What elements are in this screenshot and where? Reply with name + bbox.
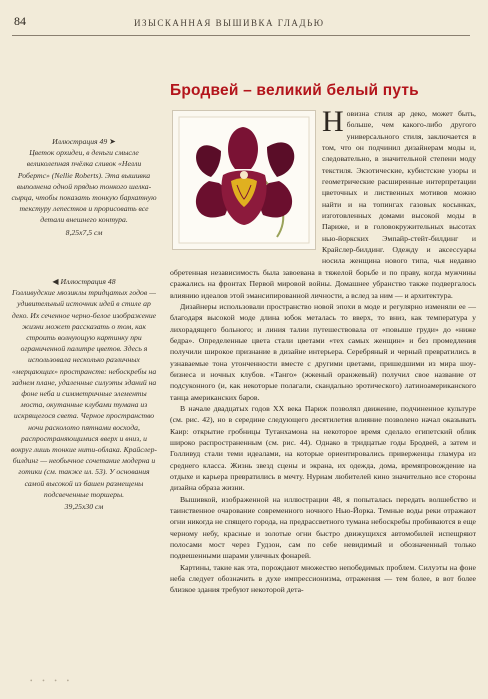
- page-number: 84: [14, 14, 26, 28]
- caption-48-label-line: [10, 276, 158, 287]
- paragraph-4: Вышивкой, изображенной на иллюстрации 48, я попыталась передать волшебство и таинственное очарование современного ночного Нью-Йорка. Темные воды реки отражают огни никогда не спящего города, на предрассветного тумана небоскребы пробиваются в еще черному небу, красные и золотые огни быстро движущихся автомобилей испещряют полосами мост через Гудзон, сам по себе невидимый и обозначенный только подвешенными шарами уличных фонарей.: [170, 494, 476, 561]
- caption-48-label: Иллюстрация 48: [60, 277, 116, 286]
- running-title: ИЗЫСКАННАЯ ВЫШИВКА ГЛАДЬЮ: [134, 18, 325, 28]
- arrow-right-icon: ➤: [109, 137, 116, 146]
- paragraph-2: Дизайнеры использовали пространство новой эпохи в моде и регулярно изменяли ее — благодаря высокой моде длина юбок металась то вверх, то вниз, как температура у лихорадящего больного; и линия талии путешествовала от «повыше груди» до «ниже бедра». Определенные цвета стали цветами «тех самых женщин» и без промедления получили широкое признание в дизайне интерьера. Серебряный и черный превратились в узнаваемые тона утонченности вместе с другими цветами, пришедшими из мира шоу-бизнеса и ночных клубов. «Танго» (жженый оранжевый) получил свое название от подсуконного (и, как некоторые полагали, скандально эротического) латиноамериканского танца американских баров.: [170, 301, 476, 402]
- article-heading: Бродвей – великий белый путь: [170, 82, 419, 99]
- caption-48-dimensions: 39,25x30 см: [64, 502, 104, 512]
- caption-49-text: Цветок орхидеи, в деньги смысле великолепная пчёлка сливок «Нелли Робертс» (Nellie Roberts). Эта вышивка выполнена одной прядью тонкого шелка-сырца, чтобы показать тонкую бархатную текстуру лепестков и прорисовать все детали внешнего контура.: [11, 148, 157, 225]
- paragraph-1-text: овизна стиля ар деко, может быть, больше, чем какого-либо другого универсального стиля, заключается в том, что он подчинил дизайнерам моды и, следовательно, в значительной степени моду текстиля. Экзотические, кубистские узоры и геометрические расширенные интерпретации цветочных и лиственных мотивов можно найти и на топингах газовых косынках, изготовленных домами высокой моды в Париже, и в головокружительных высотах нью-йоркских Эмпайр-стейт-билдинг и Крайслер-билдинг. Одежду и аксессуары носила женщина нового типа, чья недавно обретенная независимость была завоевана в тяжелой борьбе и по праву, когда мужчины сражались на фронтах Первой мировой войны. Домашнее убранство также подвергалось влиянию идеалов этой эмансипированной личности, а вслед за ним — и архитектура.: [170, 109, 476, 300]
- caption-illustration-49: [10, 136, 158, 238]
- arrow-left-icon: ◀: [52, 277, 59, 286]
- caption-49-label-line: [10, 136, 158, 147]
- paragraph-3: В начале двадцатых годов XX века Париж позволял движение, подчиненное культуре (см. рис. 42), но в середине следующего десятилетия влияние позволено начал оказывать Каир: открытие гробницы Тутанхамона на некоторое время сделало египетский облик широко распространенным (см. рис. 44). Однако в тридцатые годы Бродвей, а затем и Голливуд стали теми идеалами, на которые ориентировались приверженцы гламура из среднего класса. Жизнь звезд сцены и экрана, их одежда, дома, времяпровождение на отдыхе и карьера превратились в мечту. Нуриам любителей кино значительно все стороны дизайна образа жизни.: [170, 403, 476, 493]
- header-rule: [12, 35, 470, 36]
- caption-illustration-48: [10, 276, 158, 512]
- decorative-dots: • • • •: [30, 677, 74, 685]
- caption-48-text: Голливудские мюзиклы тридцатых годов — удивительный источник идей в стиле ар деко. Их сеченное черно-белое изображение жизни может рассказать о том, как строить волнующую картинку при ограниченной палитре цветов. Здесь я использовала несколько различных «мерцающих» пространств: небоскребы на заднем плане, удаленные силуэты зданий на фоне неба и симметричные элементы моста, окутанные клубами тумана из искрящегося света. Черное пространство ночи расколото пятнами восхода, распространяющимися вверх и вниз, и вокруг лишь тонкие нити-облака. Крайслер-билдинг — необычное сочетание модерна и готики (см. также ил. 53). У основания самой высокой из башен размещены подсвеченные торшеры.: [11, 288, 157, 499]
- caption-49-dimensions: 8,25x7,5 см: [65, 227, 103, 237]
- drop-cap: Н: [322, 105, 344, 138]
- paragraph-5: Картины, такие как эта, порождают множество непобедимых проблем. Силуэты на фоне неба следует обозначить в духе импрессионизма, отражения — тем более, в вот более близкое здания требуют некоторой дета-: [170, 562, 476, 595]
- caption-49-label: Иллюстрация 49: [52, 137, 108, 146]
- orchid-illustration: [173, 111, 315, 249]
- orchid-embroidery-photo: [172, 110, 316, 250]
